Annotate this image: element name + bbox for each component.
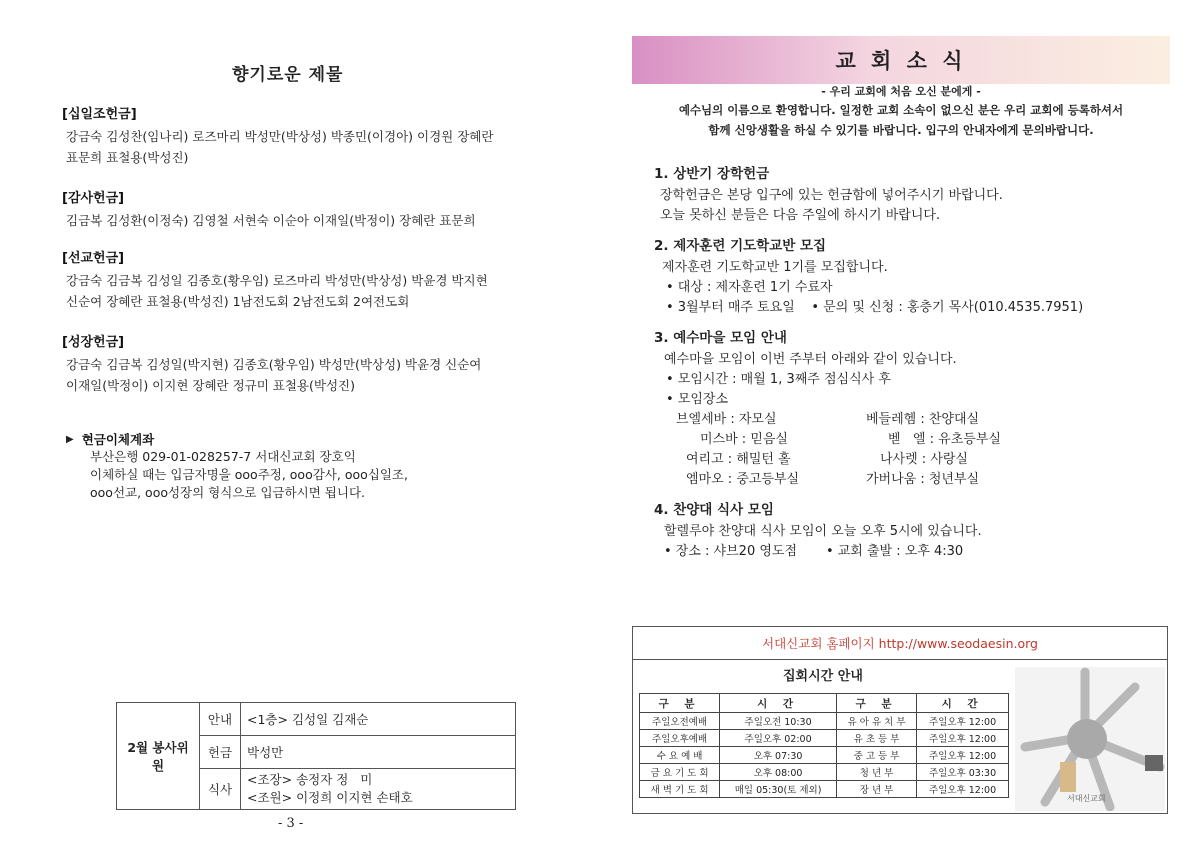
schedule-cell: 주일오전 10:30 [720,713,837,730]
transfer-heading: 현금이체계좌 [81,432,155,447]
schedule-row [640,764,1009,781]
transfer-line: 이체하실 때는 입금자명을 ooo주정, ooo감사, ooo십일조, [90,467,408,482]
news-line: 할렐루야 찬양대 식사 모임이 오늘 오후 5시에 있습니다. [664,524,982,539]
schedule-header: 시 간 [720,694,837,713]
news-4 [654,498,982,562]
news-line: 제자훈련 기도학교반 1기를 모집합니다. [662,260,888,275]
news-title: 1. 상반기 장학헌금 [654,166,770,182]
service-role: 식사 [200,769,241,810]
schedule-row [640,781,1009,798]
news-title: 4. 찬양대 식사 모임 [654,502,774,518]
schedule-cell: 수 요 예 배 [640,747,720,764]
offering-section [62,332,481,396]
schedule-row [640,730,1009,747]
news-line: 장학헌금은 본당 입구에 있는 헌금함에 넣어주시기 바랍니다. [660,188,1003,203]
service-name-line: <조원> 이정희 이지현 손태호 [247,790,413,805]
meeting-place: 가버나움 : 청년부실 [866,472,980,487]
meeting-place: 여리고 : 해밀턴 홀 [686,452,791,467]
meeting-places [654,410,1066,490]
schedule-cell: 중 고 등 부 [836,747,916,764]
offering-heading: [십일조헌금] [62,107,137,122]
offering-names: 강금숙 김금복 김성일(박지현) 김종호(황우임) 박성만(박상성) 박윤경 신순여 [66,357,482,372]
service-title: 2월 봉사위원 [117,703,200,810]
schedule-cell: 유 아 유 치 부 [836,713,916,730]
news-3 [654,326,1066,490]
schedule-cell: 주일오후 12:00 [917,747,1009,764]
offering-names: 이재일(박정이) 이지현 장혜란 정규미 표철용(박성진) [66,378,355,393]
schedule-cell: 주일오후 02:00 [720,730,837,747]
schedule-cell: 오후 07:30 [720,747,837,764]
schedule-cell: 매일 05:30(토 제외) [720,781,837,798]
service-names: <1층> 김성일 김재순 [241,703,516,736]
offering-names: 강금숙 김금복 김성일 김종호(황우임) 로즈마리 박성만(박상성) 박윤경 박지현 [66,273,488,288]
homepage-link[interactable]: 서대신교회 홈페이지 http://www.seodaesin.org [762,636,1038,651]
transfer-block [66,430,408,502]
schedule-cell: 새 벽 기 도 회 [640,781,720,798]
news-2 [654,234,1083,318]
schedule-header: 시 간 [917,694,1009,713]
schedule-cell: 주일오전예배 [640,713,720,730]
schedule-header: 구 분 [640,694,720,713]
service-role: 안내 [200,703,241,736]
news-1 [654,162,1003,226]
schedule-title: 집회시간 안내 [783,669,863,684]
offering-section [62,248,488,312]
schedule-header: 구 분 [836,694,916,713]
schedule-cell: 금 요 기 도 회 [640,764,720,781]
offering-heading: [선교헌금] [62,251,125,266]
welcome-line: 함께 신앙생활을 하실 수 있기를 바랍니다. 입구의 안내자에게 문의바랍니다. [708,123,1094,137]
triangle-bullet-icon: ▶ [66,433,74,445]
schedule-table [639,693,1009,798]
welcome-block [632,84,1170,140]
transfer-line: 부산은행 029-01-028257-7 서대신교회 장호익 [90,449,356,464]
transfer-line: ooo선교, ooo성장의 형식으로 입금하시면 됩니다. [90,485,366,500]
news-line: • 장소 : 샤브20 영도점 • 교회 출발 : 오후 4:30 [664,544,964,559]
meeting-place: 베들레헴 : 찬양대실 [866,412,980,427]
news-title: 2. 제자훈련 기도학교반 모집 [654,238,827,254]
schedule-cell: 주일오후 03:30 [917,764,1009,781]
homepage-banner[interactable] [633,627,1167,660]
schedule-cell: 장 년 부 [836,781,916,798]
map-roads-icon [1015,667,1165,811]
schedule-box [632,626,1168,814]
schedule-cell: 청 년 부 [836,764,916,781]
meeting-place: 엠마오 : 중고등부실 [686,472,800,487]
news-title: 3. 예수마을 모임 안내 [654,330,787,346]
news-line: 오늘 못하신 분들은 다음 주일에 하시기 바랍니다. [660,208,941,223]
news-banner [632,36,1170,84]
meeting-place: 나사렛 : 사랑실 [880,452,968,467]
offering-heading: [감사헌금] [62,191,125,206]
service-role: 헌금 [200,736,241,769]
offering-names: 김금복 김성환(이정숙) 김영철 서현숙 이순아 이재일(박정이) 장혜란 표문희 [66,213,476,228]
offering-heading: [성장헌금] [62,335,125,350]
meeting-place: 브엘세바 : 자모실 [676,412,777,427]
schedule-cell: 주일오후예배 [640,730,720,747]
meeting-place: 미스바 : 믿음실 [700,432,788,447]
schedule-row [640,747,1009,764]
news-banner-title: 교 회 소 식 [835,48,967,73]
page-number: - 3 - [278,816,304,831]
service-names: 박성만 [241,736,516,769]
map-church-label: 서대신교회 [1067,794,1106,803]
schedule-cell: 주일오후 12:00 [917,730,1009,747]
offering-section [62,188,476,231]
service-names [241,769,516,810]
welcome-subtitle: - 우리 교회에 처음 오신 분에게 - [821,85,981,98]
news-line: • 모임시간 : 매월 1, 3째주 점심식사 후 [666,372,891,387]
schedule-cell: 주일오후 12:00 [917,781,1009,798]
welcome-line: 예수님의 이름으로 환영합니다. 일정한 교회 소속이 없으신 분은 우리 교회에 등록하셔서 [678,103,1124,117]
meeting-place: 벧 엘 : 유초등부실 [888,432,1001,447]
news-line: • 모임장소 [666,392,729,407]
church-map [1015,667,1165,811]
offering-names: 강금숙 김성찬(임나리) 로즈마리 박성만(박상성) 박종민(이경아) 이경원 장혜란 [66,129,494,144]
news-line: 예수마을 모임이 이번 주부터 아래와 같이 있습니다. [664,352,957,367]
service-name-line: <조장> 송정자 정 미 [247,772,373,787]
offering-names: 표문희 표철용(박성진) [66,150,189,165]
offering-names: 신순여 장혜란 표철용(박성진) 1남전도회 2남전도회 2여전도회 [66,294,410,309]
schedule-row [640,713,1009,730]
offering-title: 향기로운 제물 [232,65,344,85]
service-committee-table [116,702,516,810]
schedule-cell: 오후 08:00 [720,764,837,781]
offering-section [62,104,493,168]
news-line: • 3월부터 매주 토요일 • 문의 및 신청 : 홍충기 목사(010.4535.7951) [666,300,1084,315]
schedule-cell: 유 초 등 부 [836,730,916,747]
news-line: • 대상 : 제자훈련 1기 수료자 [666,280,833,295]
schedule-cell: 주일오후 12:00 [917,713,1009,730]
